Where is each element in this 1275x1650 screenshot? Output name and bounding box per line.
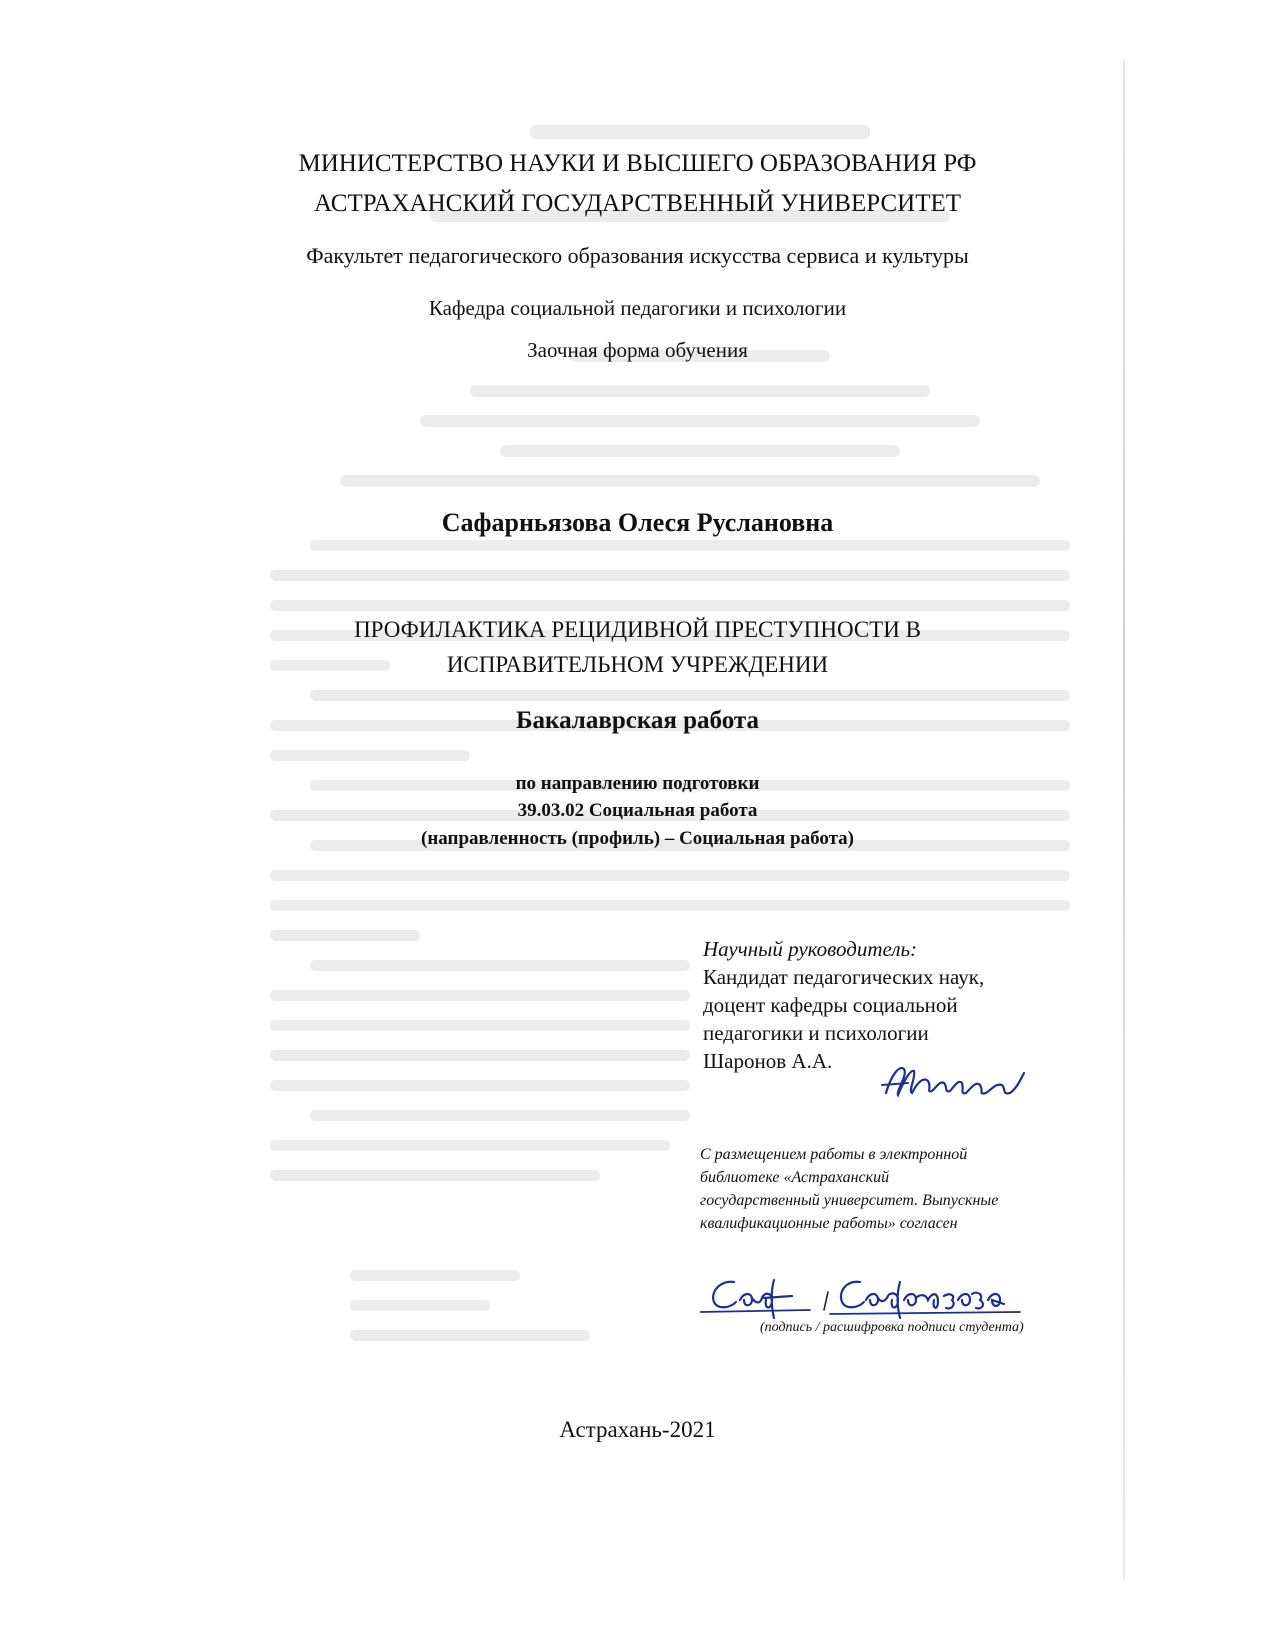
supervisor-name: Шаронов А.А.: [703, 1049, 833, 1073]
supervisor-signature: [878, 1055, 1038, 1105]
university-heading: АСТРАХАНСКИЙ ГОСУДАРСТВЕННЫЙ УНИВЕРСИТЕТ: [313, 190, 962, 217]
faculty-name: Факультет педагогического образования искусства сервиса и культуры: [306, 243, 969, 268]
ministry-heading: МИНИСТЕРСТВО НАУКИ И ВЫСШЕГО ОБРАЗОВАНИЯ РФ: [298, 150, 977, 177]
student-signature: [700, 1270, 1050, 1322]
signature-caption: (подпись / расшифровка подписи студента): [760, 1320, 1024, 1335]
consent-line-3: государственный университет. Выпускные: [700, 1192, 999, 1209]
consent-statement: [700, 1143, 998, 1235]
department-name: Кафедра социальной педагогики и психологии: [428, 296, 847, 320]
consent-line-1: С размещением работы в электронной: [700, 1146, 968, 1163]
supervisor-position: доцент кафедры социальной: [703, 993, 958, 1017]
direction-line-1: по направлению подготовки: [515, 773, 760, 794]
direction-line-3: (направленность (профиль) – Социальная работа): [421, 828, 854, 849]
student-name: Сафарньязова Олеся Руслановна: [441, 508, 834, 537]
supervisor-block: [703, 935, 984, 1075]
supervisor-degree: Кандидат педагогических наук,: [703, 965, 985, 989]
consent-line-2: библиотеке «Астраханский: [700, 1169, 890, 1186]
thesis-title-line-1: ПРОФИЛАКТИКА РЕЦИДИВНОЙ ПРЕСТУПНОСТИ В: [354, 617, 921, 642]
direction-line-2: 39.03.02 Социальная работа: [517, 800, 758, 821]
consent-line-4: квалификационные работы» согласен: [700, 1215, 958, 1232]
city-year: Астрахань-2021: [559, 1417, 716, 1442]
supervisor-department: педагогики и психологии: [703, 1021, 929, 1045]
study-form: Заочная форма обучения: [527, 338, 748, 362]
thesis-title-line-2: ИСПРАВИТЕЛЬНОМ УЧРЕЖДЕНИИ: [446, 652, 829, 677]
supervisor-role: Научный руководитель:: [703, 937, 918, 961]
work-type: Бакалаврская работа: [516, 707, 759, 734]
